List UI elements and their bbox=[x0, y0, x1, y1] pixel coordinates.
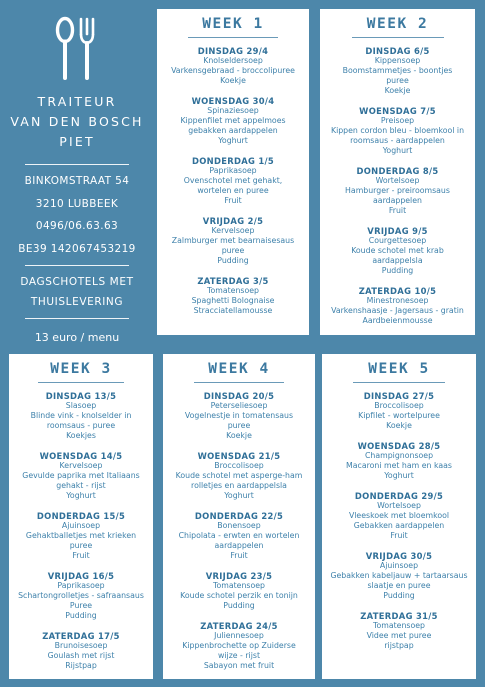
menu-line: Hamburger - preiroomsaus bbox=[345, 186, 450, 195]
menu-line: aardappelen bbox=[373, 196, 422, 205]
menu-line: Gevulde paprika met Italiaans bbox=[22, 471, 140, 480]
day-heading: DONDERDAG 29/5 bbox=[354, 491, 444, 501]
business-name-line: TRAITEUR bbox=[37, 94, 117, 109]
menu-line: Spaghetti Bolognaise bbox=[191, 296, 275, 305]
week-card bbox=[320, 9, 475, 335]
day-menu bbox=[163, 511, 315, 561]
day-heading: DINSDAG 20/5 bbox=[203, 391, 275, 401]
menu-line: Kippenfilet met appelmoes bbox=[180, 116, 286, 125]
day-heading: WOENSDAG 7/5 bbox=[359, 106, 436, 116]
menu-line: wortelen en puree bbox=[197, 186, 269, 195]
menu-line: Pudding bbox=[383, 591, 415, 600]
menu-line: roomsaus - aardappelen bbox=[350, 136, 445, 145]
menu-line: Yoghurt bbox=[66, 491, 96, 500]
day-menu bbox=[9, 511, 153, 561]
week-title: WEEK 1 bbox=[202, 16, 264, 32]
cutlery-icon bbox=[54, 16, 100, 82]
menu-line: Tomatensoep bbox=[373, 621, 425, 630]
menu-line: Pudding bbox=[217, 256, 249, 265]
day-heading: ZATERDAG 10/5 bbox=[358, 286, 437, 296]
menu-line: Stracciatellamousse bbox=[193, 306, 273, 315]
menu-line: Videe met puree bbox=[366, 631, 432, 640]
menu-line: Kipfilet - wortelpuree bbox=[358, 411, 440, 420]
menu-line: Aardbeienmousse bbox=[362, 316, 433, 325]
business-name-line: PIET bbox=[59, 134, 95, 149]
menu-line: Spinaziesoep bbox=[207, 106, 259, 115]
menu-line: Fruit bbox=[224, 196, 242, 205]
menu-line: Boomstammetjes - boontjes bbox=[342, 66, 453, 75]
menu-line: roomsaus - puree bbox=[46, 421, 116, 430]
menu-line: Juliennesoep bbox=[214, 631, 264, 640]
week-title-underline bbox=[188, 37, 278, 38]
day-heading: VRIJDAG 16/5 bbox=[47, 571, 115, 581]
menu-line: Wortelsoep bbox=[375, 176, 420, 185]
menu-line: Fruit bbox=[388, 206, 407, 215]
menu-line: aardappelsla bbox=[372, 256, 423, 265]
menu-line: Ajuinsoep bbox=[61, 521, 101, 530]
business-name bbox=[8, 92, 146, 152]
day-menu bbox=[322, 441, 476, 481]
day-heading: DONDERDAG 22/5 bbox=[194, 511, 284, 521]
menu-line: Brunoisesoep bbox=[54, 641, 108, 650]
phone: 0496/06.63.63 bbox=[35, 220, 119, 232]
menu-line: Zalmburger met bearnaisesaus bbox=[171, 236, 295, 245]
menu-line: Fruit bbox=[230, 551, 248, 560]
service-description bbox=[8, 272, 146, 312]
menu-line: Wortelsoep bbox=[377, 501, 421, 510]
day-menu bbox=[157, 46, 309, 86]
menu-line: Broccolisoep bbox=[374, 401, 424, 410]
week-card bbox=[163, 354, 315, 679]
day-menu bbox=[157, 156, 309, 206]
menu-line: Gebakken aardappelen bbox=[353, 521, 445, 530]
day-heading: ZATERDAG 17/5 bbox=[42, 631, 120, 641]
menu-line: Koude schotel met asperge-ham bbox=[175, 471, 303, 480]
day-heading: DINSDAG 13/5 bbox=[45, 391, 117, 401]
menu-line: Kervelsoep bbox=[59, 461, 103, 470]
menu-line: Schartongrolletjes - safraansaus bbox=[18, 591, 144, 600]
week-title-underline bbox=[352, 37, 444, 38]
day-menu bbox=[322, 491, 476, 541]
menu-line: Pudding bbox=[223, 601, 255, 610]
menu-line: slaatje en puree bbox=[367, 581, 431, 590]
day-heading: ZATERDAG 3/5 bbox=[197, 276, 269, 286]
day-heading: VRIJDAG 30/5 bbox=[365, 551, 433, 561]
menu-line: Gehaktballetjes met krieken bbox=[25, 531, 137, 540]
day-menu bbox=[9, 391, 153, 441]
day-heading: DONDERDAG 1/5 bbox=[191, 156, 275, 166]
menu-line: Paprikasoep bbox=[209, 166, 257, 175]
week-title-underline bbox=[38, 382, 124, 383]
menu-line: Rijstpap bbox=[65, 661, 97, 670]
business-name-line: VAN DEN BOSCH bbox=[10, 114, 144, 129]
divider bbox=[25, 318, 129, 319]
menu-line: Knolseldersoep bbox=[203, 56, 263, 65]
bank-account: BE39 142067453219 bbox=[18, 242, 136, 255]
day-menu bbox=[163, 571, 315, 611]
day-menu bbox=[322, 551, 476, 601]
menu-line: Kippen cordon bleu - bloemkool in bbox=[330, 126, 465, 135]
day-menu bbox=[163, 621, 315, 671]
menu-line: wijze - rijst bbox=[217, 651, 261, 660]
menu-line: Fruit bbox=[390, 531, 408, 540]
menu-price: 13 euro / menu bbox=[34, 330, 120, 344]
menu-line: Koude schotel perzik en tonijn bbox=[180, 591, 298, 600]
menu-line: Gebakken kabeljauw + tartaarsaus bbox=[330, 571, 468, 580]
week-title: WEEK 4 bbox=[208, 361, 270, 377]
menu-line: aardappelen bbox=[214, 541, 264, 550]
day-menu bbox=[163, 391, 315, 441]
menu-line: Slasoep bbox=[65, 401, 97, 410]
menu-line: Tomatensoep bbox=[207, 286, 259, 295]
menu-line: Goulash met rijst bbox=[47, 651, 115, 660]
day-menu bbox=[9, 631, 153, 671]
day-menu bbox=[322, 391, 476, 431]
menu-line: Tomatensoep bbox=[213, 581, 265, 590]
menu-line: Preisoep bbox=[380, 116, 415, 125]
menu-line: Kippenbrochette op Zuiderse bbox=[182, 641, 296, 650]
day-heading: ZATERDAG 31/5 bbox=[360, 611, 438, 621]
address: BINKOMSTRAAT 54 bbox=[24, 175, 130, 187]
menu-line: Koude schotel met krab bbox=[351, 246, 444, 255]
day-heading: WOENSDAG 28/5 bbox=[357, 441, 441, 451]
menu-line: Minestronesoep bbox=[366, 296, 429, 305]
menu-line: Yoghurt bbox=[382, 146, 413, 155]
day-heading: DONDERDAG 15/5 bbox=[36, 511, 126, 521]
menu-line: Fruit bbox=[72, 551, 90, 560]
day-heading: VRIJDAG 23/5 bbox=[205, 571, 273, 581]
week-title: WEEK 2 bbox=[366, 16, 429, 32]
menu-line: Bonensoep bbox=[217, 521, 261, 530]
menu-line: Paprikasoep bbox=[57, 581, 105, 590]
menu-line: Yoghurt bbox=[384, 471, 414, 480]
menu-line: Varkensgebraad - broccolipuree bbox=[171, 66, 295, 75]
week-title-underline bbox=[353, 382, 445, 383]
menu-line: Blinde vink - knolselder in bbox=[30, 411, 132, 420]
day-menu bbox=[320, 286, 475, 326]
day-heading: DINSDAG 27/5 bbox=[363, 391, 435, 401]
divider bbox=[25, 265, 129, 266]
menu-line: puree bbox=[386, 76, 409, 85]
day-menu bbox=[320, 226, 475, 276]
menu-line: Vleeskoek met bloemkool bbox=[348, 511, 450, 520]
menu-line: puree bbox=[227, 421, 251, 430]
menu-line: Puree bbox=[69, 601, 93, 610]
day-menu bbox=[157, 96, 309, 146]
menu-line: Koekje bbox=[226, 431, 252, 440]
day-heading: WOENSDAG 21/5 bbox=[197, 451, 281, 461]
menu-line: Yoghurt bbox=[224, 491, 254, 500]
day-menu bbox=[9, 451, 153, 501]
day-menu bbox=[320, 106, 475, 156]
menu-line: Chipolata - erwten en wortelen bbox=[178, 531, 300, 540]
day-heading: WOENSDAG 30/4 bbox=[191, 96, 275, 106]
week-title-underline bbox=[194, 382, 284, 383]
menu-line: Kippensoep bbox=[374, 56, 421, 65]
menu-line: Koekjes bbox=[66, 431, 96, 440]
day-menu bbox=[157, 216, 309, 266]
menu-line: puree bbox=[221, 246, 245, 255]
menu-line: Macaroni met ham en kaas bbox=[346, 461, 452, 470]
menu-line: Ovenschotel met gehakt, bbox=[183, 176, 283, 185]
day-heading: VRIJDAG 2/5 bbox=[202, 216, 264, 226]
service-line: THUISLEVERING bbox=[30, 295, 124, 308]
week-card bbox=[9, 354, 153, 679]
menu-line: Broccolisoep bbox=[214, 461, 264, 470]
day-menu bbox=[157, 276, 309, 316]
day-menu bbox=[320, 166, 475, 216]
menu-line: Champignonsoep bbox=[364, 451, 434, 460]
brand-panel bbox=[8, 12, 146, 344]
day-heading: ZATERDAG 24/5 bbox=[200, 621, 278, 631]
menu-line: Yoghurt bbox=[218, 136, 248, 145]
menu-line: rolletjes en aardappelsla bbox=[191, 481, 287, 490]
day-heading: WOENSDAG 14/5 bbox=[39, 451, 123, 461]
day-menu bbox=[163, 451, 315, 501]
menu-line: puree bbox=[69, 541, 93, 550]
divider bbox=[25, 164, 129, 165]
day-heading: DINSDAG 6/5 bbox=[365, 46, 430, 56]
menu-line: Courgettesoep bbox=[368, 236, 427, 245]
menu-line: Varkenshaasje - Jagersaus - gratin bbox=[331, 306, 464, 315]
menu-line: Koekje bbox=[386, 421, 412, 430]
menu-line: Pudding bbox=[65, 611, 97, 620]
day-heading: DONDERDAG 8/5 bbox=[356, 166, 439, 176]
menu-line: Peterseliesoep bbox=[210, 401, 268, 410]
day-heading: DINSDAG 29/4 bbox=[197, 46, 269, 56]
menu-line: rijstpap bbox=[384, 641, 414, 650]
week-card bbox=[157, 9, 309, 335]
menu-line: gehakt - rijst bbox=[56, 481, 106, 490]
city: 3210 LUBBEEK bbox=[35, 197, 119, 210]
day-menu bbox=[9, 571, 153, 621]
menu-line: Koekje bbox=[220, 76, 246, 85]
menu-line: Vogelnestje in tomatensaus bbox=[184, 411, 294, 420]
menu-line: Kervelsoep bbox=[211, 226, 255, 235]
week-title: WEEK 3 bbox=[50, 361, 112, 377]
menu-line: gebakken aardappelen bbox=[188, 126, 278, 135]
day-menu bbox=[320, 46, 475, 96]
menu-line: Pudding bbox=[381, 266, 414, 275]
week-card bbox=[322, 354, 476, 679]
menu-line: Koekje bbox=[384, 86, 411, 95]
day-menu bbox=[322, 611, 476, 651]
menu-line: Ajuinsoep bbox=[379, 561, 419, 570]
service-line: DAGSCHOTELS MET bbox=[20, 275, 134, 288]
week-title: WEEK 5 bbox=[368, 361, 430, 377]
menu-line: Sabayon met fruit bbox=[203, 661, 275, 670]
day-heading: VRIJDAG 9/5 bbox=[367, 226, 428, 236]
